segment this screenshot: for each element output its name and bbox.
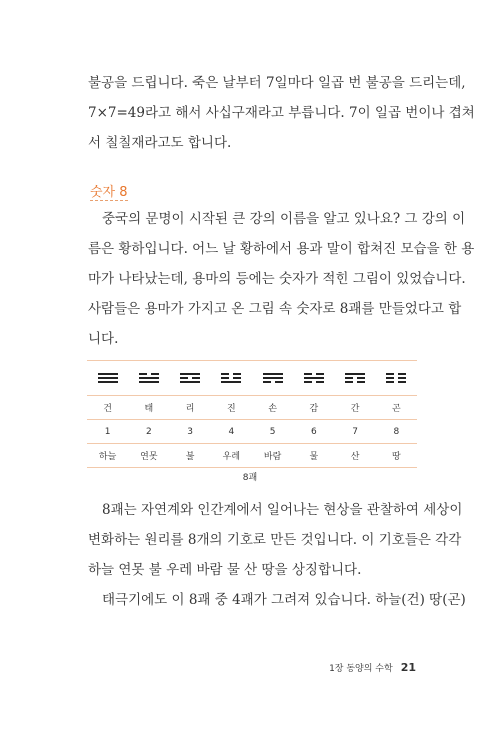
trigram-number: 1: [87, 420, 128, 444]
trigram-cell: [335, 361, 376, 396]
text-line: 중국의 문명이 시작된 큰 강의 이름을 알고 있나요? 그 강의 이: [102, 211, 466, 227]
solid-line: [180, 381, 200, 383]
solid-line: [304, 377, 324, 379]
text-line: 7×7=49라고 해서 사십구재라고 부릅니다. 7이 일곱 번이나 겹쳐: [88, 105, 475, 121]
solid-line: [263, 373, 283, 375]
solid-line: [98, 381, 118, 383]
trigram-cell: [252, 361, 293, 396]
paragraph-top: [88, 68, 475, 158]
trigram-meaning-row: [87, 444, 417, 468]
text-line: 8괘는 자연계와 인간계에서 일어나는 현상을 관찰하여 세상이: [102, 502, 463, 518]
text-line: 변화하는 원리를 8개의 기호로 만든 것입니다. 이 기호들은 각각: [88, 532, 462, 548]
trigram-number: 3: [170, 420, 211, 444]
section-title-underline: [90, 200, 128, 201]
trigram-meaning: 바람: [252, 444, 293, 468]
trigram-name: 진: [211, 396, 252, 420]
trigram-icon: [345, 371, 365, 385]
trigram-name: 감: [293, 396, 334, 420]
trigram-name: 손: [252, 396, 293, 420]
trigram-icon: [98, 371, 118, 385]
trigram-name: 건: [87, 396, 128, 420]
section-title: 숫자 8: [90, 185, 128, 200]
trigram-cell: [211, 361, 252, 396]
trigram-icon: [304, 371, 324, 385]
text-line: 서 칠칠재라고도 합니다.: [88, 135, 232, 151]
broken-line: [304, 373, 324, 375]
trigram-cell: [376, 361, 417, 396]
trigram-meaning: 물: [293, 444, 334, 468]
solid-line: [180, 373, 200, 375]
trigram-number: 7: [335, 420, 376, 444]
trigram-icon: [386, 371, 406, 385]
broken-line: [139, 373, 159, 375]
trigram-name: 리: [170, 396, 211, 420]
page-number: 21: [400, 661, 416, 674]
trigram-name: 간: [335, 396, 376, 420]
trigram-name: 태: [128, 396, 169, 420]
trigram-number: 5: [252, 420, 293, 444]
table-caption: 8괘: [242, 473, 258, 483]
text-line: 하늘 연못 불 우레 바람 물 산 땅을 상징합니다.: [88, 562, 362, 578]
broken-line: [386, 373, 406, 375]
trigram-number-row: [87, 420, 417, 444]
solid-line: [221, 381, 241, 383]
solid-line: [345, 373, 365, 375]
broken-line: [345, 381, 365, 383]
text-line: 니다.: [88, 331, 119, 347]
text-line: 마가 나타났는데, 용마의 등에는 숫자가 적힌 그림이 있었습니다.: [88, 271, 466, 287]
trigram-number: 4: [211, 420, 252, 444]
text-line: 태극기에도 이 8괘 중 4괘가 그려져 있습니다. 하늘(건) 땅(곤): [102, 592, 466, 608]
trigram-meaning: 땅: [376, 444, 417, 468]
trigram-cell: [128, 361, 169, 396]
trigram-icon: [139, 371, 159, 385]
broken-line: [386, 377, 406, 379]
page-footer: [329, 661, 416, 674]
chapter-title: 1장 동양의 수학: [329, 664, 393, 674]
paragraph-after: [88, 495, 466, 615]
trigram-cell: [87, 361, 128, 396]
solid-line: [98, 373, 118, 375]
trigram-icon: [180, 371, 200, 385]
trigram-symbol-row: [87, 361, 417, 396]
broken-line: [180, 377, 200, 379]
trigram-meaning: 우레: [211, 444, 252, 468]
trigram-number: 6: [293, 420, 334, 444]
trigram-meaning: 하늘: [87, 444, 128, 468]
trigram-table: [87, 360, 417, 468]
trigram-icon: [221, 371, 241, 385]
broken-line: [304, 381, 324, 383]
broken-line: [345, 377, 365, 379]
trigram-icon: [263, 371, 283, 385]
trigram-name: 곤: [376, 396, 417, 420]
trigram-number: 2: [128, 420, 169, 444]
trigram-cell: [293, 361, 334, 396]
broken-line: [221, 377, 241, 379]
text-line: 불공을 드립니다. 죽은 날부터 7일마다 일곱 번 불공을 드리는데,: [88, 75, 466, 91]
text-line: 사람들은 용마가 가지고 온 그림 속 숫자로 8괘를 만들었다고 합: [88, 301, 462, 317]
text-line: 름은 황하입니다. 어느 날 황하에서 용과 말이 합쳐진 모습을 한 용: [88, 241, 475, 257]
broken-line: [221, 373, 241, 375]
solid-line: [139, 377, 159, 379]
trigram-cell: [170, 361, 211, 396]
trigram-meaning: 산: [335, 444, 376, 468]
broken-line: [263, 381, 283, 383]
broken-line: [386, 381, 406, 383]
paragraph-story: [88, 204, 475, 354]
trigram-number: 8: [376, 420, 417, 444]
trigram-meaning: 연못: [128, 444, 169, 468]
solid-line: [98, 377, 118, 379]
trigram-name-row: [87, 396, 417, 420]
solid-line: [139, 381, 159, 383]
trigram-meaning: 불: [170, 444, 211, 468]
solid-line: [263, 377, 283, 379]
